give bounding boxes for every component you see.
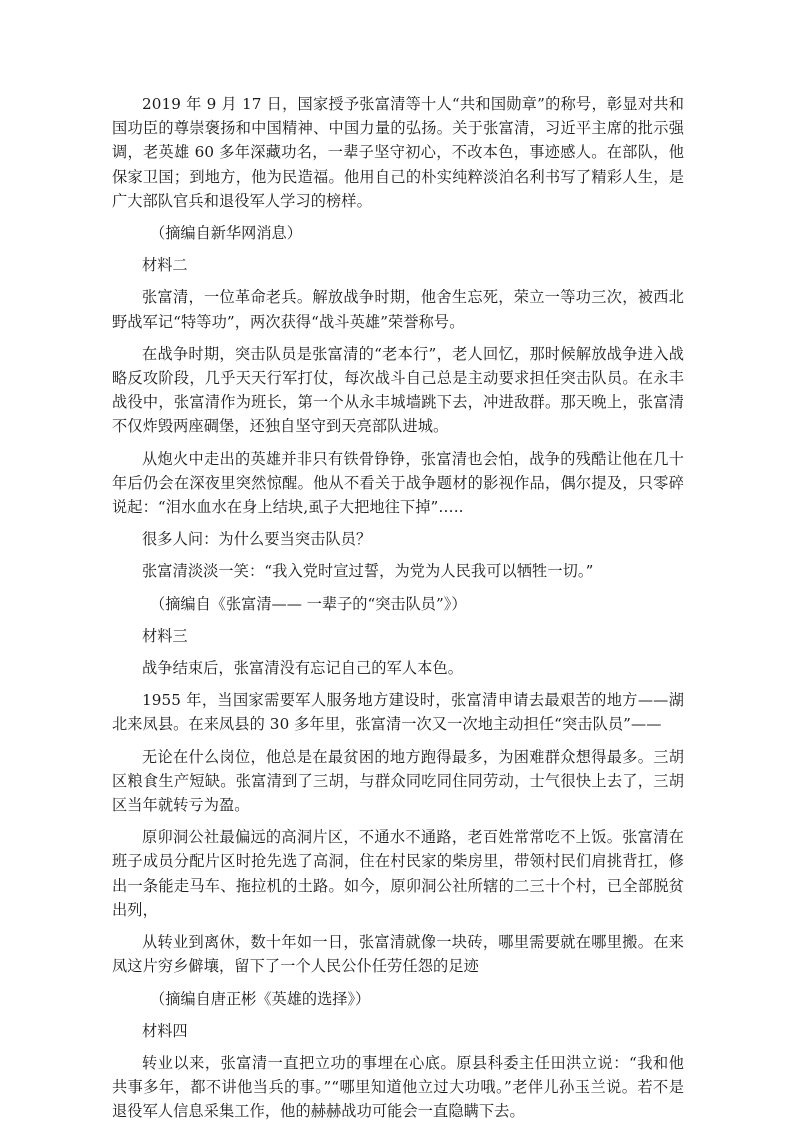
paragraph-material-3-5: 从转业到离休，数十年如一日，张富清就像一块砖，哪里需要就在哪里搬。在来凤这片穷乡僻壤，留下了一个人民公仆任劳任怨的足迹: [112, 933, 684, 976]
paragraph-material-3-4: 原卯洞公社最偏远的高洞片区，不通水不通路，老百姓常常吃不上饭。张富清在班子成员分配片区时抢先选了高洞，住在村民家的柴房里，带领村民们肩挑背扛，修出一条能走马车、拖拉机的土路。如今，原卯洞公社所辖的二三十个村，已全部脱贫出列，: [112, 828, 684, 919]
paragraph-material-2-2: 在战争时期，突击队员是张富清的“老本行”，老人回忆，那时候解放战争进入战略反攻阶段，几乎天天行军打仗，每次战斗自己总是主动要求担任突击队员。在永丰战役中，张富清作为班长，第一个从永丰城墙跳下去，冲进敌群。那天晚上，张富清不仅炸毁两座碉堡，还独自坚守到天亮部队进城。: [112, 344, 684, 436]
paragraph-material-2-5: 张富清淡淡一笑：“我入党时宣过誓，为党为人民我可以牺牲一切。”: [142, 562, 594, 581]
paragraph-material-2-1: 张富清，一位革命老兵。解放战争时期，他舍生忘死，荣立一等功三次，被西北野战军记“特等功”，两次获得“战斗英雄”荣誉称号。: [112, 288, 684, 331]
material-4-heading: 材料四: [142, 1021, 188, 1040]
paragraph-material-3-3: 无论在什么岗位，他总是在最贫困的地方跑得最多，为困难群众想得最多。三胡区粮食生产短缺。张富清到了三胡，与群众同吃同住同劳动，士气很快上去了，三胡区当年就转亏为盈。: [112, 747, 684, 815]
source-citation-1: （摘编自新华网消息）: [150, 224, 302, 243]
material-2-heading: 材料二: [142, 256, 188, 275]
source-citation-3: （摘编自唐正彬《英雄的选择》）: [150, 989, 371, 1008]
paragraph-material-2-4: 很多人问：为什么要当突击队员？: [142, 530, 372, 549]
paragraph-material-3-2: 1955 年，当国家需要军人服务地方建设时，张富清申请去最艰苦的地方——湖北来凤县。在来凤县的 30 多年里，张富清一次又一次地主动担任“突击队员”——: [112, 691, 684, 734]
document-page: [112, 92, 684, 1132]
paragraph-intro: 2019 年 9 月 17 日，国家授予张富清等十人“共和国勋章”的称号，彰显对共和国功臣的尊崇褒扬和中国精神、中国力量的弘扬。关于张富清，习近平主席的批示强调，老英雄 60 多年深藏功名，一辈子坚守初心，不改本色，事迹感人。在部队，他保家卫国；到地方，他为民造福。他用自己的朴实纯粹淡泊名利书写了精彩人生，是广大部队官兵和退役军人学习的榜样。: [112, 95, 684, 210]
paragraph-material-2-3: 从炮火中走出的英雄并非只有铁骨铮铮，张富清也会怕，战争的残酷让他在几十年后仍会在深夜里突然惊醒。他从不看关于战争题材的影视作品，偶尔提及，只零碎说起：“泪水血水在身上结块,虱子大把地往下掉”…..: [112, 449, 684, 517]
paragraph-material-3-1: 战争结束后，张富清没有忘记自己的军人本色。: [142, 659, 464, 678]
paragraph-material-4-1: 转业以来，张富清一直把立功的事埋在心底。原县科委主任田洪立说：“我和他共事多年，都不讲他当兵的事。”“哪里知道他立过大功哦。”老伴儿孙玉兰说。若不是退役军人信息采集工作，他的赫赫战功可能会一直隐瞒下去。: [112, 1053, 684, 1121]
material-3-heading: 材料三: [142, 626, 188, 645]
source-citation-2: （摘编自《张富清—— 一辈子的“突击队员”》）: [150, 594, 467, 613]
